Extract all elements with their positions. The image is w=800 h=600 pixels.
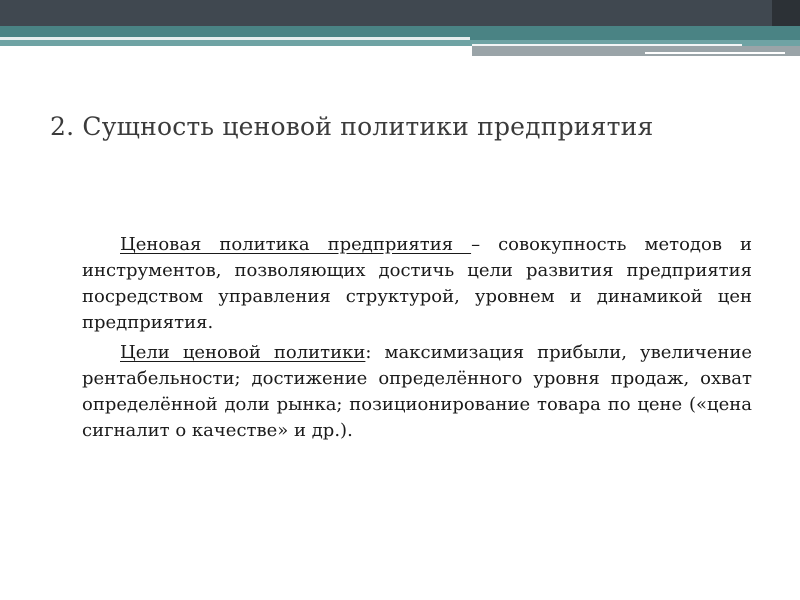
definition-text: – совокупность методов и инструментов, позволяющих достичь цели развития предприятия посредством управления структурой, уровнем и динамикой цен предприятия.: [82, 234, 752, 333]
goals-term: Цели ценовой политики: [120, 342, 366, 363]
goals-text: : максимизация прибыли, увеличение рентабельности; достижение определённого уровня продаж, охват определённой доли рынка; позиционирование товара по цене («цена сигналит о качестве» и др.).: [82, 342, 752, 441]
definition-paragraph: [82, 232, 752, 336]
goals-paragraph: [82, 340, 752, 444]
slide-body: [82, 232, 752, 448]
header-band-dark: [0, 0, 800, 26]
header-rule: [645, 52, 785, 54]
definition-term: Ценовая политика предприятия: [120, 234, 472, 255]
header-band-grey: [472, 46, 800, 56]
slide-title: 2. Сущность ценовой политики предприятия: [50, 112, 654, 141]
